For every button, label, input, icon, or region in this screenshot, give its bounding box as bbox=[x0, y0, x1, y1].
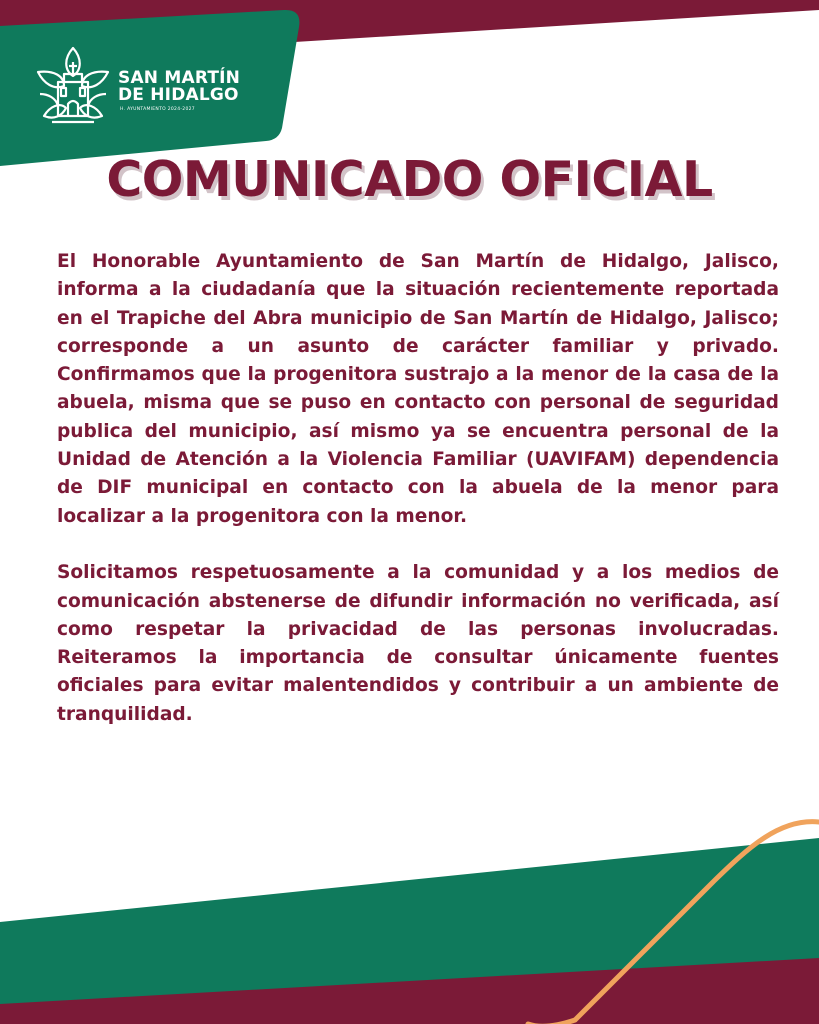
page-title: COMUNICADO OFICIAL bbox=[106, 151, 713, 208]
statement-paragraph-1: El Honorable Ayuntamiento de San Martín de Hidalgo, Jalisco, informa a la ciudadanía que la situación recientemente reportada en el Trapiche del Abra municipio de San Martín de Hidalgo, Jalisco; corresponde a un asunto de carácter familiar y privado. Confirmamos que la progenitora sustrajo a la menor de la casa de la abuela, misma que se puso en contacto con personal de seguridad publica del municipio, así mismo ya se encuentra personal de la Unidad de Atención a la Violencia Familiar (UAVIFAM) dependencia de DIF municipal en contacto con la abuela de la menor para localizar a la progenitora con la menor. bbox=[57, 251, 779, 527]
municipality-name bbox=[118, 70, 240, 104]
council-subtitle: H. AYUNTAMIENTO 2024-2027 bbox=[120, 107, 195, 112]
statement-paragraph-2: Solicitamos respetuosamente a la comunidad y a los medios de comunicación abstenerse de difundir información no verificada, así como respetar la privacidad de las personas involucradas. Reiteramos la importancia de consultar únicamente fuentes oficiales para evitar malentendidos y contribuir a un ambiente de tranquilidad. bbox=[57, 562, 779, 725]
municipality-logo bbox=[34, 44, 264, 134]
statement-body bbox=[57, 248, 779, 729]
municipality-name-line2: DE HIDALGO bbox=[118, 85, 239, 105]
municipality-name-line1: SAN MARTÍN bbox=[118, 68, 241, 88]
municipal-church-emblem-icon bbox=[34, 44, 112, 126]
